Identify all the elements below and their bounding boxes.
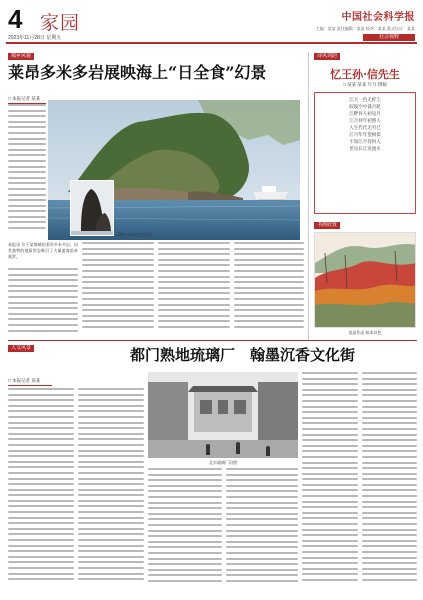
article2-text-col-3 [148,468,222,594]
sidebar-poem-title: 忆王孙·信先生 [330,68,400,81]
sidebar-kicker: 诗风词韵 [314,53,340,60]
article2-text-col-1 [8,388,74,594]
article1-byline: □ 本报记者 某某 [8,96,46,104]
editor-credits: 主编：某某 责任编辑：某某 校对：某某 版式设计：某某 [315,26,415,31]
article1-text-col-2 [82,242,154,338]
sidebar-author: □ 某某 某某 年月 撰稿 [343,82,387,87]
poem-line: 江月年年望相似 [349,133,381,138]
article1-text-col-left [8,104,46,236]
poem-line: 不知江月待何人 [349,140,381,145]
article2-kicker: 人文风景 [8,345,34,352]
article1-text-col-4 [234,242,304,338]
page-number: 4 [8,4,23,34]
article2-headline: 都门熟地琉璃厂 翰墨沉香文化街 [130,346,356,364]
article2-text-col-6 [362,372,417,594]
article1-text-col-1 [8,268,78,338]
issue-date: 2023年11月28日 星期五 [8,35,62,41]
section-divider [8,340,417,341]
sidebar-poem-box [314,92,416,214]
article2-text-col-4 [226,468,298,594]
article1-inset-photo [70,180,114,236]
article2-text-col-2 [78,388,144,594]
art-kicker: 书画欣赏 [314,222,340,229]
poem-line: 江天一色无纤尘 [349,98,381,103]
poem-line: 人生代代无穷已 [349,126,381,131]
column-divider [308,52,309,340]
poem-line: 江畔何人初见月 [349,112,381,117]
newspaper-masthead: 中国社会科学报 [341,12,415,23]
rock-photo-image [71,181,114,236]
poem-line: 江月何年初照人 [349,119,381,124]
section-title: 家园 [40,12,81,34]
poem-line: 但见长江送流水 [349,147,381,152]
landscape-painting-image [315,233,416,328]
article1-kicker: 城乡风貌 [8,53,34,60]
artwork-photo [314,232,416,328]
poem-line: 皎皎空中孤月轮 [349,105,381,110]
artwork-caption: 某某作品 纸本设色 [348,330,382,335]
article2-byline: □ 本报记者 某某 [8,378,52,386]
article1-photo-caption: 蒂纳卡迪岛黑色岩石 [116,232,152,237]
article2-photo-caption: 北京琉璃厂旧照 [209,460,237,465]
article2-photo [148,372,298,458]
article1-text-col-3 [158,242,230,338]
page-header [6,4,417,44]
article1-lead: 本报讯 位于某海域的莱昂多米多岩，因其独特的地质形态吸引了大量游客前来观赏。 [8,242,78,259]
header-tag: 社会视野 [363,34,415,41]
street-photo-image [148,372,298,458]
article1-headline: 莱昂多米多岩展映海上“日全食”幻景 [8,63,267,82]
article2-text-col-5 [302,372,358,594]
